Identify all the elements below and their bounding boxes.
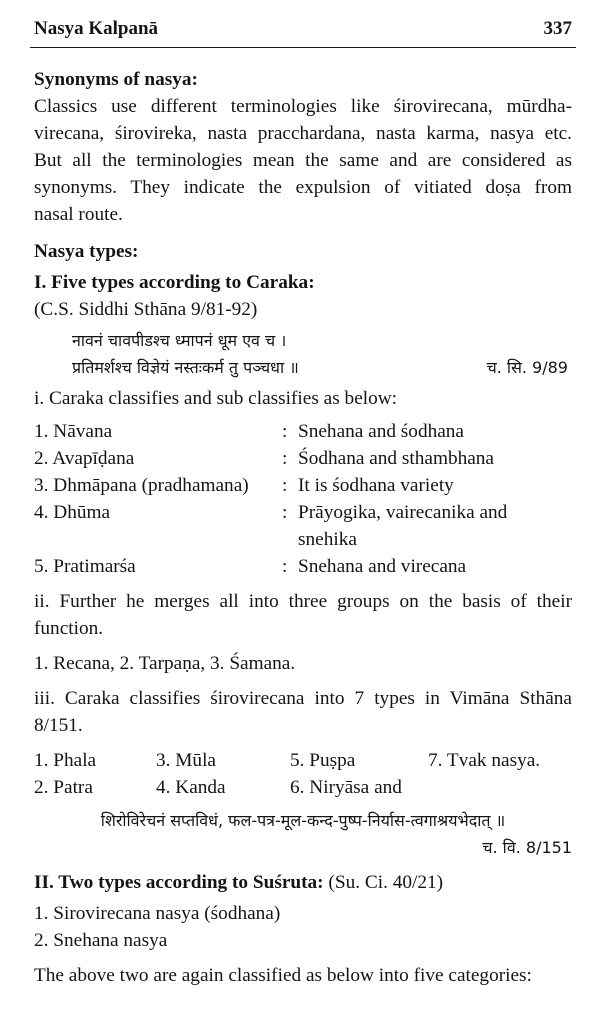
list-item-desc: Snehana and śodhana (298, 421, 464, 442)
list-item-desc: It is śodhana variety (298, 475, 454, 496)
seven-type-item: 5. Puṣpa (290, 750, 356, 771)
list-item-colon: : (282, 556, 288, 577)
seven-type-item (428, 774, 572, 801)
running-header (0, 0, 600, 56)
seven-type-item: 2. Patra (34, 777, 93, 798)
susruta-reference: (Su. Ci. 40/21) (323, 872, 444, 893)
nasya-types-heading: Nasya types: (34, 241, 139, 262)
three-groups: 1. Recana, 2. Tarpaṇa, 3. Śamana. (34, 653, 296, 674)
seven-type-item: 1. Phala (34, 750, 97, 771)
seven-type-item: 4. Kanda (156, 777, 226, 798)
synonyms-line-4: synonyms. They indicate the expulsion of vitiated doṣa from (34, 177, 572, 198)
synonyms-line-1: Classics use different terminologies like śirovirecana, mūrdha- (34, 96, 572, 117)
page-number: 337 (543, 18, 572, 39)
list-item-desc: Snehana and virecana (298, 556, 467, 577)
susruta-heading-line (34, 869, 572, 896)
merge-line-1: ii. Further he merges all into three groups on the basis of their (34, 591, 572, 612)
list-item-colon: : (282, 421, 288, 442)
list-item-name: 1. Nāvana (34, 421, 113, 442)
list-item-name: 2. Avapīḍana (34, 448, 135, 469)
seven-types-row-2 (34, 774, 572, 801)
running-title: Nasya Kalpanā (34, 18, 159, 39)
verse-2-reference: च. वि. 8/151 (482, 838, 572, 857)
susruta-heading: II. Two types according to Suśruta: (34, 872, 324, 893)
list-item-colon: : (282, 502, 288, 523)
vimana-line-2: 8/151. (34, 715, 83, 736)
caraka-types-list (34, 418, 572, 580)
list-item-desc: snehika (298, 529, 357, 550)
seven-type-item: 7. Tvak nasya. (428, 750, 541, 771)
susruta-item-2: 2. Snehana nasya (34, 930, 168, 951)
classification-intro: i. Caraka classifies and sub classifies as below: (34, 388, 398, 409)
caraka-reference: (C.S. Siddhi Sthāna 9/81-92) (34, 299, 258, 320)
list-item-colon: : (282, 475, 288, 496)
merge-line-2: function. (34, 618, 104, 639)
verse-1-line-2: प्रतिमर्शश्च विज्ञेयं नस्तःकर्म तु पञ्चधा ॥ (72, 358, 299, 377)
list-item-desc: Prāyogika, vairecanika and (298, 502, 508, 523)
vimana-line-1: iii. Caraka classifies śirovirecana into 7 types in Vimāna Sthāna (34, 688, 572, 709)
list-item-name: 5. Pratimarśa (34, 556, 136, 577)
list-item-name (34, 526, 282, 553)
sanskrit-verse-1 (72, 323, 572, 377)
list-item-desc: Śodhana and sthambhana (298, 448, 494, 469)
sanskrit-verse-2: शिरोविरेचनं सप्तविधं, फल-पत्र-मूल-कन्द-पुष्प-निर्यास-त्वगाश्रयभेदात् ॥ (100, 811, 506, 830)
caraka-heading: I. Five types according to Caraka: (34, 272, 315, 293)
verse-1-line-1: नावनं चावपीडश्च ध्मापनं धूम एव च । (72, 331, 287, 350)
synonyms-heading: Synonyms of nasya: (34, 69, 198, 90)
header-rule (30, 47, 576, 48)
closing-line: The above two are again classified as below into five categories: (34, 965, 532, 986)
list-item-colon (282, 526, 298, 553)
synonyms-line-3: But all the terminologies mean the same and are considered as (34, 150, 572, 171)
seven-type-item: 3. Mūla (156, 750, 216, 771)
list-item-name: 3. Dhmāpana (pradhamana) (34, 475, 249, 496)
susruta-item-1: 1. Sirovirecana nasya (śodhana) (34, 903, 281, 924)
synonyms-line-5: nasal route. (34, 204, 123, 225)
page-body (34, 60, 572, 989)
seven-types-row-1 (34, 747, 572, 774)
list-item-colon: : (282, 448, 288, 469)
synonyms-line-2: virecana, śirovireka, nasta pracchardana, nasta karma, nasya etc. (34, 123, 572, 144)
verse-1-reference: च. सि. 9/89 (486, 358, 568, 377)
list-item-name: 4. Dhūma (34, 502, 111, 523)
seven-type-item: 6. Niryāsa and (290, 777, 402, 798)
